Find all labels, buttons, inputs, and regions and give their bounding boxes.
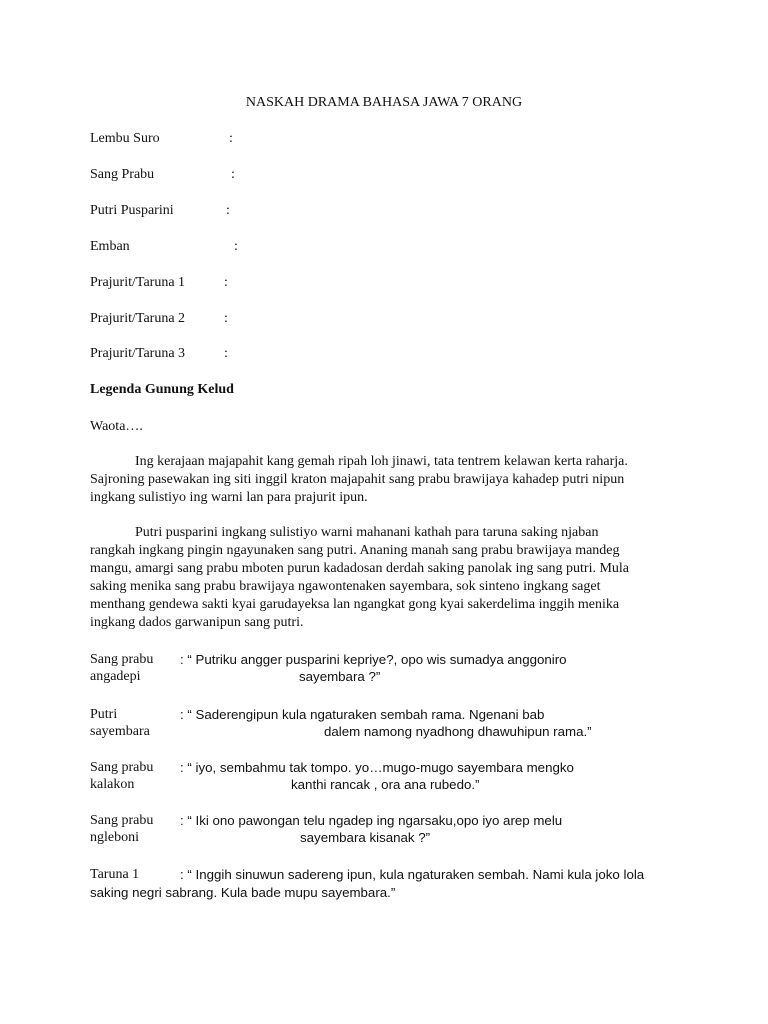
paragraph-line: Putri pusparini ingkang sulistiyo warni mahanani kathah para taruna saking njaban — [135, 525, 599, 540]
dialogue-line: : “ Inggih sinuwun sadereng ipun, kula ngaturaken sembah. Nami kula joko lola — [180, 867, 645, 882]
narration-paragraph — [90, 453, 678, 507]
paragraph-line: saking menika sang prabu brawijaya ngawontenaken sayembara, sok sinteno ingkang saget — [90, 579, 601, 594]
dialogue-subtitle: sayembara — [90, 724, 150, 739]
paragraph-line: menthang gendewa sakti kyai garudayeksa lan ngangkat gong kyai sakerdelima inggih menika — [90, 597, 620, 612]
paragraph-line: mangu, amargi sang prabu mboten purun kadadosan derdah saking panolak ing sang putri. Mula — [90, 561, 630, 576]
cast-colon: : — [224, 275, 228, 290]
dialogue-line: dalem namong nyadhong dhawuhipun rama.” — [324, 724, 592, 739]
dialogue-line: kanthi rancak , ora ana rubedo.” — [291, 777, 480, 792]
cast-colon: : — [234, 239, 238, 254]
dialogue-line: sayembara kisanak ?” — [300, 830, 431, 845]
cast-colon: : — [224, 346, 228, 361]
cast-colon: : — [226, 203, 230, 218]
dialogue-speaker: Sang prabu — [90, 652, 154, 667]
cast-name-putri-pusparini: Putri Pusparini — [90, 203, 174, 218]
section-heading: Legenda Gunung Kelud — [90, 382, 234, 397]
paragraph-line: Sajroning pasewakan ing siti inggil kraton majapahit sang prabu brawijaya kahadep putri nipun — [90, 472, 625, 487]
paragraph-line: rangkah ingkang pingin ngayunaken sang putri. Ananing manah sang prabu brawijaya mandeg — [90, 543, 620, 558]
dialogue-speaker: Sang prabu — [90, 760, 154, 775]
dialogue-line: : “ Putriku angger pusparini kepriye?, opo wis sumadya anggoniro — [180, 652, 567, 667]
cast-name-emban: Emban — [90, 239, 130, 254]
dialogue-line: : “ Iki ono pawongan telu ngadep ing ngarsaku,opo iyo arep melu — [180, 813, 563, 828]
paragraph-line: ingkang sulistiyo ing warni lan para prajurit ipun. — [90, 490, 368, 505]
dialogue-line: saking negri sabrang. Kula bade mupu sayembara.” — [90, 885, 396, 900]
cast-name-taruna-3: Prajurit/Taruna 3 — [90, 346, 186, 361]
cast-colon: : — [229, 131, 233, 146]
cast-colon: : — [231, 167, 235, 182]
paragraph-line: Ing kerajaan majapahit kang gemah ripah loh jinawi, tata tentrem kelawan kerta raharja. — [135, 454, 628, 469]
cast-name-taruna-2: Prajurit/Taruna 2 — [90, 311, 186, 326]
cast-colon: : — [224, 311, 228, 326]
dialogue-subtitle: kalakon — [90, 777, 135, 792]
cast-name-taruna-1: Prajurit/Taruna 1 — [90, 275, 186, 290]
dialogue-line: : “ Saderengipun kula ngaturaken sembah rama. Ngenani bab — [180, 707, 545, 722]
document-title: NASKAH DRAMA BAHASA JAWA 7 ORANG — [245, 95, 523, 110]
narration-paragraph — [90, 524, 678, 632]
opening-line: Waota…. — [90, 419, 143, 434]
cast-name-sang-prabu: Sang Prabu — [90, 167, 155, 182]
dialogue-subtitle: ngleboni — [90, 830, 139, 845]
dialogue-speaker: Putri — [90, 707, 118, 722]
dialogue-line: sayembara ?” — [299, 669, 381, 684]
dialogue-speaker: Taruna 1 — [90, 867, 140, 882]
paragraph-line: ingkang dados garwanipun sang putri. — [90, 615, 304, 630]
dialogue-line: : “ iyo, sembahmu tak tompo. yo…mugo-mugo sayembara mengko — [180, 760, 574, 775]
dialogue-subtitle: angadepi — [90, 669, 141, 684]
dialogue-speaker: Sang prabu — [90, 813, 154, 828]
cast-name-lembu-suro: Lembu Suro — [90, 131, 160, 146]
